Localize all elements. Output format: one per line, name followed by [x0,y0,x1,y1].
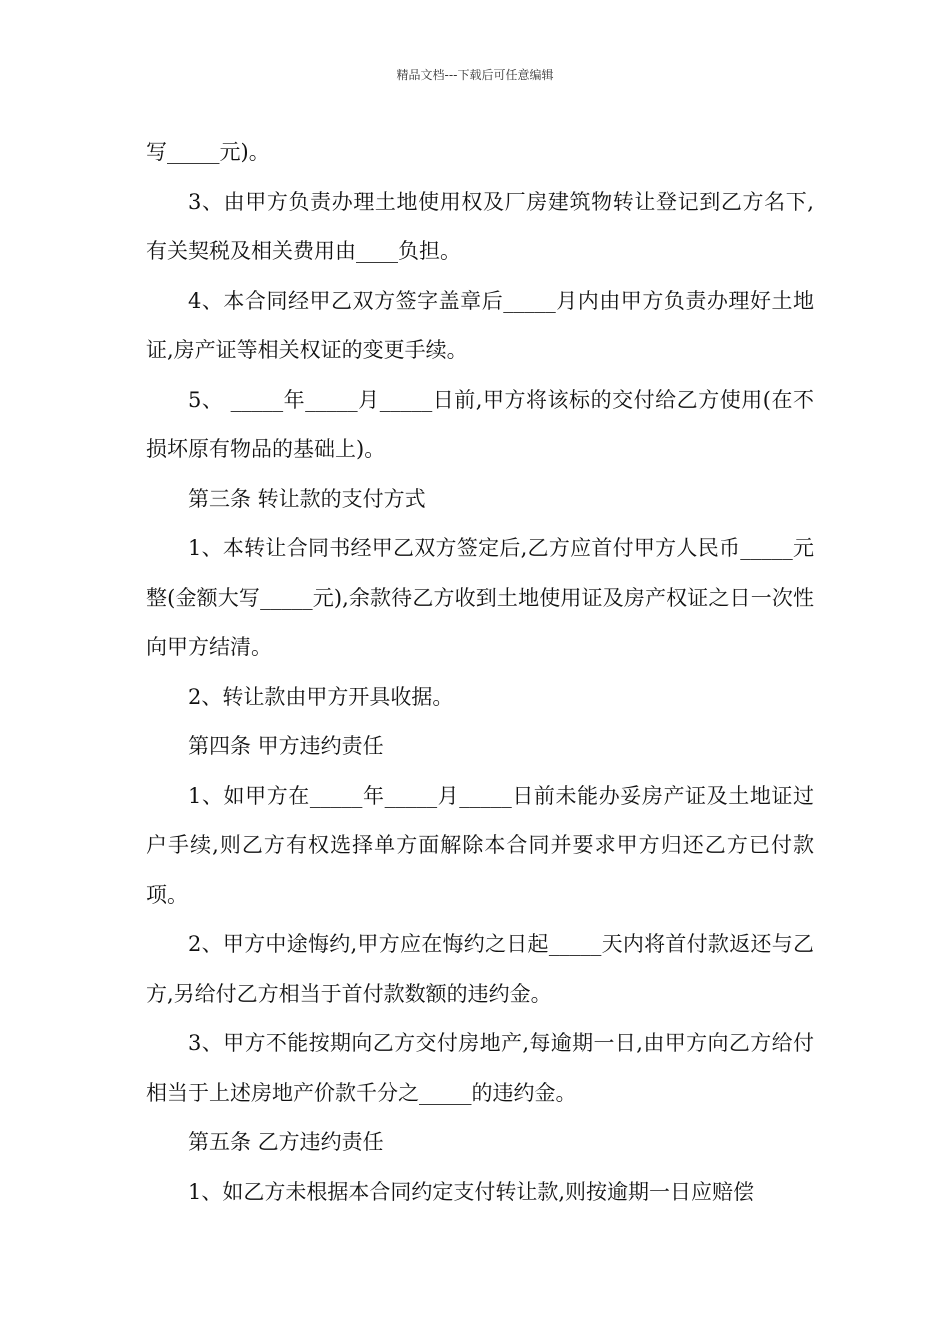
paragraph: 1、如乙方未根据本合同约定支付转让款,则按逾期一日应赔偿 [188,1179,755,1204]
document-body [146,128,814,1217]
paragraph: 2、转让款由甲方开具收据。 [188,684,454,709]
section-heading: 第五条 乙方违约责任 [188,1130,384,1154]
paragraph: 3、甲方不能按期向乙方交付房地产,每逾期一日,由甲方向乙方给付相当于上述房地产价款千分之_____的违约金。 [146,1031,814,1105]
section-heading: 第四条 甲方违约责任 [188,734,384,758]
paragraph: 1、如甲方在_____年_____月_____日前未能办妥房产证及土地证过户手续,则乙方有权选择单方面解除本合同并要求甲方归还乙方已付款项。 [146,783,814,907]
section-heading: 第三条 转让款的支付方式 [188,486,426,511]
paragraph: 2、甲方中途悔约,甲方应在悔约之日起_____天内将首付款返还与乙方,另给付乙方相当于首付款数额的违约金。 [146,932,814,1006]
paragraph: 3、由甲方负责办理土地使用权及厂房建筑物转让登记到乙方名下,有关契税及相关费用由____负担。 [146,189,814,263]
paragraph: 5、 _____年_____月_____日前,甲方将该标的交付给乙方使用(在不损坏原有物品的基础上)。 [146,387,814,461]
paragraph: 1、本转让合同书经甲乙双方签定后,乙方应首付甲方人民币_____元整(金额大写_____元),余款待乙方收到土地使用证及房产权证之日一次性向甲方结清。 [146,536,814,659]
paragraph: 4、本合同经甲乙双方签字盖章后_____月内由甲方负责办理好土地证,房产证等相关权证的变更手续。 [146,288,814,362]
paragraph: 写_____元)。 [146,140,270,164]
page-header: 精品文档---下载后可任意编辑 [396,68,554,82]
